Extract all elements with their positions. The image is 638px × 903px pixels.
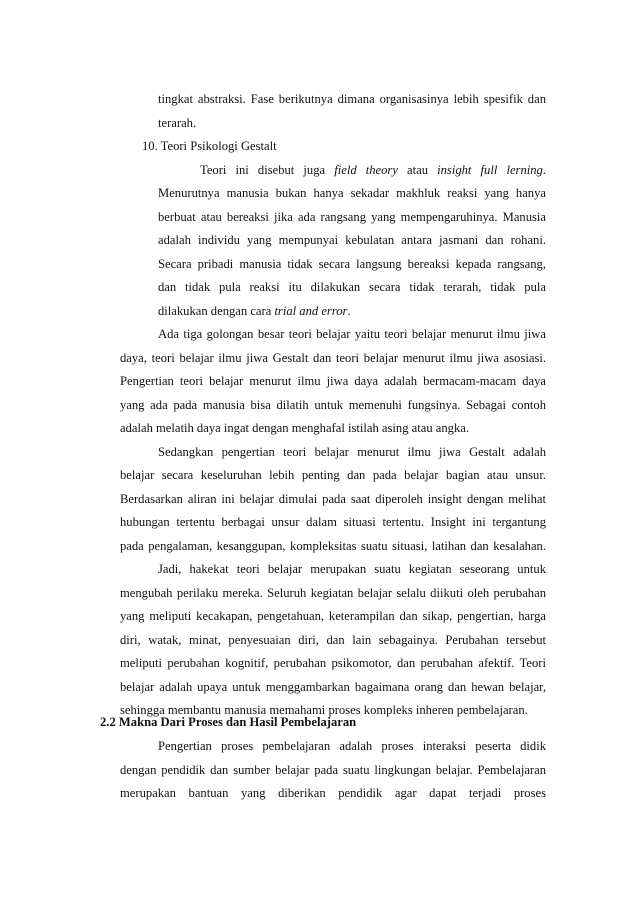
text-line: sehingga membantu manusia memahami proses kompleks inheren pembelajaran. [120,703,528,717]
text-line: belajar secara keseluruhan lebih penting dan pada belajar bagian atau unsur. [120,468,546,482]
text-line: mengubah perilaku mereka. Seluruh kegiatan belajar selalu diikuti oleh perubahan [120,586,546,600]
text-line: Ada tiga golongan besar teori belajar yaitu teori belajar menurut ilmu jiwa [158,327,546,341]
text-line: tingkat abstraksi. Fase berikutnya dimana organisasinya lebih spesifik dan [158,92,546,106]
text-line: belajar adalah upaya untuk menggambarkan bagaimana orang dan hewan belajar, [120,680,546,694]
text-line: Secara pribadi manusia tidak secara langsung bereaksi kepada rangsang, [158,257,546,271]
text-line: hubungan tertentu berbagai unsur dalam situasi tertentu. Insight ini tergantung [120,515,546,529]
text-line: Sedangkan pengertian teori belajar menurut ilmu jiwa Gestalt adalah [158,445,546,459]
text-line: terarah. [158,116,197,130]
text-line: dilakukan dengan cara trial and error. [158,304,351,318]
text-line: adalah melatih daya ingat dengan menghafal istilah asing atau angka. [120,421,469,435]
text-line: berbuat atau bereaksi jika ada rangsang yang mempengaruhinya. Manusia [158,210,546,224]
text-line: Berdasarkan aliran ini belajar dimulai pada saat diperoleh insight dengan melihat [120,492,546,506]
text-line: daya, teori belajar ilmu jiwa Gestalt dan teori belajar menurut ilmu jiwa asosiasi. [120,351,546,365]
text-line: dan tidak pula reaksi itu dilakukan secara tidak terarah, tidak pula [158,280,546,294]
text-line: Pengertian teori belajar menurut ilmu jiwa daya adalah bermacam-macam daya [120,374,546,388]
text-line: meliputi perubahan kognitif, perubahan psikomotor, dan perubahan afektif. Teori [120,656,546,670]
text-line: dengan pendidik dan sumber belajar pada suatu lingkungan belajar. Pembelajaran [120,763,546,777]
list-item-heading: 10. Teori Psikologi Gestalt [142,139,277,153]
text-line: Menurutnya manusia bukan hanya sekadar makhluk reaksi yang hanya [158,186,546,200]
text-line: Jadi, hakekat teori belajar merupakan suatu kegiatan seseorang untuk [158,562,546,576]
text-line: yang meliputi kecakapan, pengetahuan, keterampilan dan sikap, pengertian, harga [120,609,546,623]
text-line: merupakan bantuan yang diberikan pendidik agar dapat terjadi proses [120,786,546,800]
text-line: pada pengalaman, kesanggupan, kompleksitas suatu situasi, latihan dan kesalahan. [120,539,546,553]
text-line: Pengertian proses pembelajaran adalah proses interaksi peserta didik [158,739,546,753]
text-line: Teori ini disebut juga field theory atau insight full lerning. [200,163,546,177]
text-line: diri, watak, minat, penyesuaian diri, dan lain sebagainya. Perubahan tersebut [120,633,546,647]
section-heading: 2.2 Makna Dari Proses dan Hasil Pembelajaran [100,715,357,729]
text-line: adalah individu yang mempunyai kebulatan antara jasmani dan rohani. [158,233,546,247]
text-line: yang ada pada manusia bisa dilatih untuk memenuhi fungsinya. Sebagai contoh [120,398,546,412]
